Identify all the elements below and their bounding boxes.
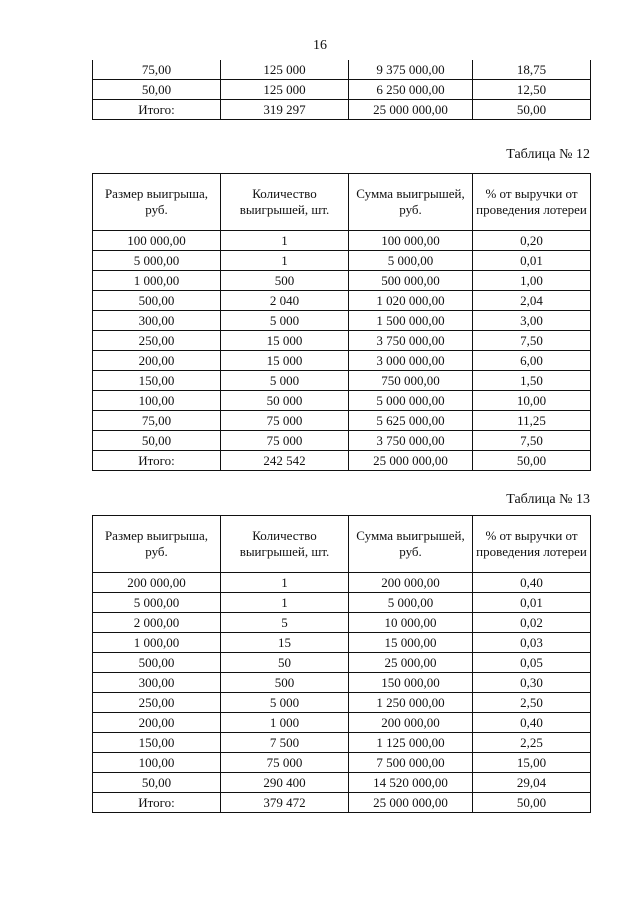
prize-size-cell: 200,00 xyxy=(93,351,221,371)
prize-count-cell: 125 000 xyxy=(221,60,349,80)
revenue-percent-cell: 50,00 xyxy=(473,793,591,813)
column-header: % от выручки от проведения лотереи xyxy=(473,174,591,231)
prize-count-cell: 1 xyxy=(221,251,349,271)
revenue-percent-cell: 2,50 xyxy=(473,693,591,713)
table-row xyxy=(93,371,591,391)
table-row xyxy=(93,251,591,271)
total-row xyxy=(93,100,591,120)
column-header: Сумма выигрышей, руб. xyxy=(349,174,473,231)
table-row xyxy=(93,673,591,693)
revenue-percent-cell: 3,00 xyxy=(473,311,591,331)
header-row xyxy=(93,516,591,573)
prize-size-cell: 75,00 xyxy=(93,411,221,431)
revenue-percent-cell: 7,50 xyxy=(473,331,591,351)
prize-table-12 xyxy=(92,173,591,471)
column-header: Количество выигрышей, шт. xyxy=(221,516,349,573)
prize-sum-cell: 25 000 000,00 xyxy=(349,100,473,120)
revenue-percent-cell: 0,02 xyxy=(473,613,591,633)
prize-size-cell: 100,00 xyxy=(93,391,221,411)
prize-count-cell: 7 500 xyxy=(221,733,349,753)
revenue-percent-cell: 2,25 xyxy=(473,733,591,753)
column-header: Количество выигрышей, шт. xyxy=(221,174,349,231)
table-row xyxy=(93,351,591,371)
prize-count-cell: 500 xyxy=(221,271,349,291)
table-body xyxy=(93,231,591,471)
prize-size-cell: 50,00 xyxy=(93,80,221,100)
table-row xyxy=(93,773,591,793)
column-header: Сумма выигрышей, руб. xyxy=(349,516,473,573)
revenue-percent-cell: 0,01 xyxy=(473,251,591,271)
prize-sum-cell: 15 000,00 xyxy=(349,633,473,653)
table-row xyxy=(93,231,591,251)
prize-size-cell: 150,00 xyxy=(93,733,221,753)
revenue-percent-cell: 0,40 xyxy=(473,713,591,733)
prize-size-cell: 5 000,00 xyxy=(93,593,221,613)
prize-sum-cell: 100 000,00 xyxy=(349,231,473,251)
table-12-caption: Таблица № 12 xyxy=(506,147,590,162)
prize-count-cell: 5 xyxy=(221,613,349,633)
table-row xyxy=(93,613,591,633)
table-header xyxy=(93,516,591,573)
prize-size-cell: 2 000,00 xyxy=(93,613,221,633)
revenue-percent-cell: 18,75 xyxy=(473,60,591,80)
revenue-percent-cell: 1,00 xyxy=(473,271,591,291)
prize-sum-cell: 25 000 000,00 xyxy=(349,451,473,471)
table-row xyxy=(93,693,591,713)
prize-sum-cell: 1 250 000,00 xyxy=(349,693,473,713)
prize-size-cell: 50,00 xyxy=(93,773,221,793)
table-row xyxy=(93,80,591,100)
table-row xyxy=(93,271,591,291)
table-row xyxy=(93,733,591,753)
prize-count-cell: 15 000 xyxy=(221,351,349,371)
prize-sum-cell: 3 000 000,00 xyxy=(349,351,473,371)
column-header: % от выручки от проведения лотереи xyxy=(473,516,591,573)
prize-sum-cell: 3 750 000,00 xyxy=(349,431,473,451)
table-body xyxy=(93,60,591,120)
column-header: Размер выигрыша, руб. xyxy=(93,174,221,231)
prize-size-cell: 500,00 xyxy=(93,291,221,311)
prize-sum-cell: 7 500 000,00 xyxy=(349,753,473,773)
prize-count-cell: 125 000 xyxy=(221,80,349,100)
header-row xyxy=(93,174,591,231)
table-row xyxy=(93,391,591,411)
prize-count-cell: 75 000 xyxy=(221,753,349,773)
prize-count-cell: 5 000 xyxy=(221,693,349,713)
total-row xyxy=(93,451,591,471)
prize-count-cell: 379 472 xyxy=(221,793,349,813)
revenue-percent-cell: 12,50 xyxy=(473,80,591,100)
revenue-percent-cell: 29,04 xyxy=(473,773,591,793)
prize-sum-cell: 3 750 000,00 xyxy=(349,331,473,351)
prize-count-cell: 1 xyxy=(221,231,349,251)
prize-sum-cell: 5 625 000,00 xyxy=(349,411,473,431)
table-row xyxy=(93,331,591,351)
revenue-percent-cell: 1,50 xyxy=(473,371,591,391)
prize-count-cell: 5 000 xyxy=(221,371,349,391)
prize-size-cell: 250,00 xyxy=(93,693,221,713)
prize-size-cell: 250,00 xyxy=(93,331,221,351)
table-row xyxy=(93,713,591,733)
prize-count-cell: 15 xyxy=(221,633,349,653)
revenue-percent-cell: 50,00 xyxy=(473,100,591,120)
prize-table-13 xyxy=(92,515,591,813)
revenue-percent-cell: 10,00 xyxy=(473,391,591,411)
revenue-percent-cell: 0,40 xyxy=(473,573,591,593)
prize-size-cell: 5 000,00 xyxy=(93,251,221,271)
prize-size-cell: Итого: xyxy=(93,100,221,120)
prize-table-continued xyxy=(92,60,591,120)
prize-count-cell: 75 000 xyxy=(221,411,349,431)
prize-sum-cell: 5 000,00 xyxy=(349,251,473,271)
prize-count-cell: 5 000 xyxy=(221,311,349,331)
prize-count-cell: 1 xyxy=(221,573,349,593)
prize-size-cell: 150,00 xyxy=(93,371,221,391)
prize-sum-cell: 1 500 000,00 xyxy=(349,311,473,331)
column-header: Размер выигрыша, руб. xyxy=(93,516,221,573)
prize-sum-cell: 9 375 000,00 xyxy=(349,60,473,80)
prize-sum-cell: 750 000,00 xyxy=(349,371,473,391)
table-row xyxy=(93,411,591,431)
prize-size-cell: 1 000,00 xyxy=(93,633,221,653)
prize-count-cell: 500 xyxy=(221,673,349,693)
prize-size-cell: 500,00 xyxy=(93,653,221,673)
prize-size-cell: 1 000,00 xyxy=(93,271,221,291)
prize-size-cell: 200 000,00 xyxy=(93,573,221,593)
total-row xyxy=(93,793,591,813)
table-row xyxy=(93,311,591,331)
prize-sum-cell: 6 250 000,00 xyxy=(349,80,473,100)
table-row xyxy=(93,753,591,773)
revenue-percent-cell: 0,20 xyxy=(473,231,591,251)
prize-sum-cell: 1 125 000,00 xyxy=(349,733,473,753)
prize-size-cell: 300,00 xyxy=(93,311,221,331)
revenue-percent-cell: 0,05 xyxy=(473,653,591,673)
table-row xyxy=(93,573,591,593)
prize-count-cell: 50 000 xyxy=(221,391,349,411)
prize-size-cell: 100 000,00 xyxy=(93,231,221,251)
prize-size-cell: 50,00 xyxy=(93,431,221,451)
revenue-percent-cell: 50,00 xyxy=(473,451,591,471)
table-row xyxy=(93,291,591,311)
prize-size-cell: 300,00 xyxy=(93,673,221,693)
prize-size-cell: Итого: xyxy=(93,451,221,471)
revenue-percent-cell: 11,25 xyxy=(473,411,591,431)
prize-size-cell: 75,00 xyxy=(93,60,221,80)
prize-count-cell: 50 xyxy=(221,653,349,673)
prize-sum-cell: 5 000,00 xyxy=(349,593,473,613)
prize-sum-cell: 200 000,00 xyxy=(349,573,473,593)
prize-size-cell: 100,00 xyxy=(93,753,221,773)
table-row xyxy=(93,633,591,653)
prize-count-cell: 1 xyxy=(221,593,349,613)
prize-count-cell: 15 000 xyxy=(221,331,349,351)
table-row xyxy=(93,60,591,80)
revenue-percent-cell: 0,30 xyxy=(473,673,591,693)
revenue-percent-cell: 2,04 xyxy=(473,291,591,311)
prize-sum-cell: 10 000,00 xyxy=(349,613,473,633)
table-row xyxy=(93,593,591,613)
prize-count-cell: 1 000 xyxy=(221,713,349,733)
prize-size-cell: Итого: xyxy=(93,793,221,813)
prize-sum-cell: 25 000,00 xyxy=(349,653,473,673)
revenue-percent-cell: 6,00 xyxy=(473,351,591,371)
prize-sum-cell: 14 520 000,00 xyxy=(349,773,473,793)
table-row xyxy=(93,431,591,451)
prize-sum-cell: 5 000 000,00 xyxy=(349,391,473,411)
prize-sum-cell: 500 000,00 xyxy=(349,271,473,291)
prize-count-cell: 242 542 xyxy=(221,451,349,471)
revenue-percent-cell: 15,00 xyxy=(473,753,591,773)
prize-sum-cell: 200 000,00 xyxy=(349,713,473,733)
revenue-percent-cell: 0,03 xyxy=(473,633,591,653)
prize-count-cell: 2 040 xyxy=(221,291,349,311)
prize-size-cell: 200,00 xyxy=(93,713,221,733)
table-header xyxy=(93,174,591,231)
prize-count-cell: 319 297 xyxy=(221,100,349,120)
revenue-percent-cell: 0,01 xyxy=(473,593,591,613)
prize-sum-cell: 25 000 000,00 xyxy=(349,793,473,813)
page-number: 16 xyxy=(313,38,327,53)
table-body xyxy=(93,573,591,813)
revenue-percent-cell: 7,50 xyxy=(473,431,591,451)
table-13-caption: Таблица № 13 xyxy=(506,492,590,507)
prize-count-cell: 75 000 xyxy=(221,431,349,451)
prize-sum-cell: 1 020 000,00 xyxy=(349,291,473,311)
prize-sum-cell: 150 000,00 xyxy=(349,673,473,693)
table-row xyxy=(93,653,591,673)
prize-count-cell: 290 400 xyxy=(221,773,349,793)
